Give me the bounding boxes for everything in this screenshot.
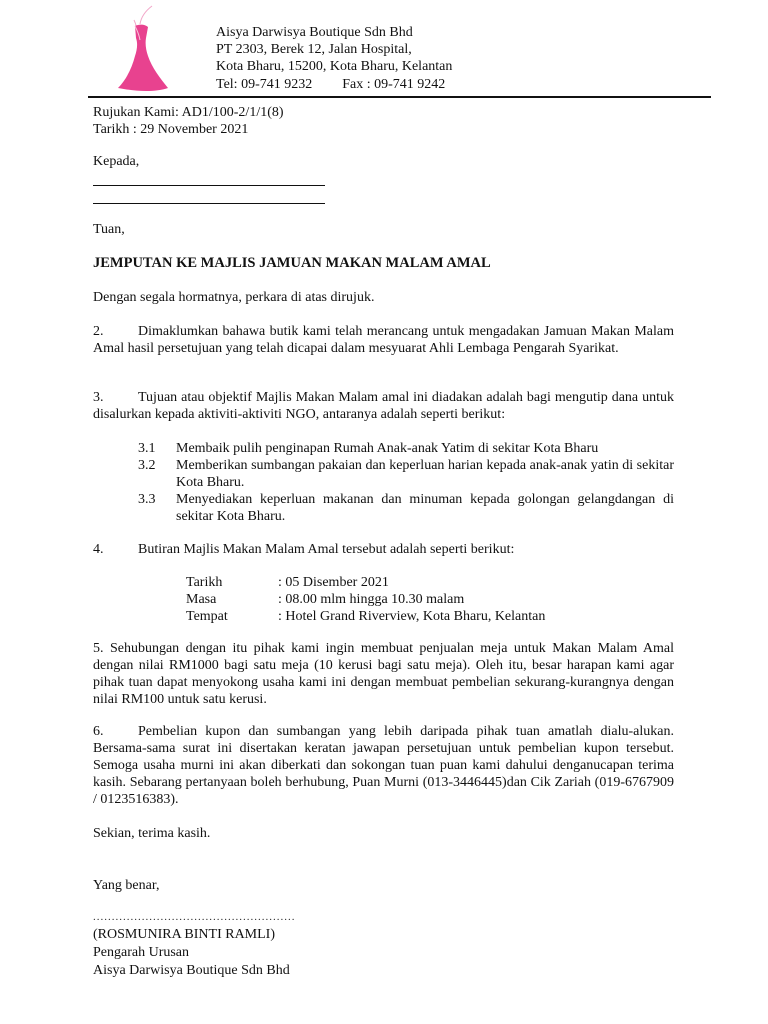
detail-label: Tarikh [186,575,223,590]
list-item-number: 3.2 [138,458,156,473]
tel-number: Tel: 09-741 9232 [216,76,313,92]
signature-block [93,926,290,980]
detail-value: : 05 Disember 2021 [278,575,389,590]
detail-value: : Hotel Grand Riverview, Kota Bharu, Kelantan [278,609,546,624]
letterhead [216,24,452,93]
detail-value: : 08.00 mlm hingga 10.30 malam [278,592,465,607]
detail-row [186,574,545,591]
paragraph-3-number: 3. [93,390,104,405]
paragraph-4-text: Butiran Majlis Makan Malam Amal tersebut adalah seperti berikut: [138,542,515,557]
reference-block [93,104,284,138]
signatory-company: Aisya Darwisya Boutique Sdn Bhd [93,963,290,978]
fax-number: Fax : 09-741 9242 [342,76,446,92]
letter-subject: JEMPUTAN KE MAJLIS JAMUAN MAKAN MALAM AMAL [93,255,491,271]
paragraph-2 [93,323,674,357]
paragraph-4-number: 4. [93,542,104,557]
address-line-2: Kota Bharu, 15200, Kota Bharu, Kelantan [216,59,453,75]
contact-line [216,76,452,93]
yang-benar: Yang benar, [93,878,160,893]
list-item-number: 3.3 [138,492,156,507]
event-details [186,574,545,625]
paragraph-4 [93,541,674,558]
letter-date: Tarikh : 29 November 2021 [93,122,249,137]
reference-number: Rujukan Kami: AD1/100-2/1/1(8) [93,105,284,120]
paragraph-6 [93,723,674,808]
list-item [138,491,674,525]
recipient-blank-line-2 [93,203,325,204]
paragraph-6-text: Pembelian kupon dan sumbangan yang lebih daripada pihak tuan amatlah dialu-alukan. Bersama-sama surat ini disertakan keratan jawapan persetujuan untuk pembelian kupon tersebut. Semoga usaha murni ini akan diberkati dan sokongan tuan puan kami dahului denganucapan terima kasih. Sebarang pertanyaan boleh berhubung, Puan Murni (013-3446445)dan Cik Zariah (019-6767909 / 0123516383). [93,724,674,807]
signature-line: ...................................................... [93,911,296,923]
detail-row [186,591,545,608]
list-item-text: Menyediakan keperluan makanan dan minuman kepada golongan gelangdangan di sekitar Kota Bharu. [176,492,674,524]
closing-line: Sekian, terima kasih. [93,826,211,841]
list-item-text: Membaik pulih penginapan Rumah Anak-anak Yatim di sekitar Kota Bharu [176,441,599,456]
paragraph-5: 5. Sehubungan dengan itu pihak kami ingin membuat penjualan meja untuk Makan Malam Amal dengan nilai RM1000 bagi satu meja (10 kerusi bagi satu meja). Oleh itu, besar harapan kami agar pihak tuan dapat menyokong usaha kami ini dengan membuat pembelian sekurang-kurangnya dengan nilai RM100 untuk satu kerusi. [93,641,674,707]
detail-label: Masa [186,592,217,607]
paragraph-3-text: Tujuan atau objektif Majlis Makan Malam amal ini diadakan adalah bagi mengutip dana untuk disalurkan kepada aktiviti-aktiviti NGO, antaranya adalah seperti berikut: [93,390,674,422]
opening-paragraph: Dengan segala hormatnya, perkara di atas dirujuk. [93,290,375,305]
salutation: Tuan, [93,222,125,237]
paragraph-2-number: 2. [93,324,104,339]
dress-logo-icon [108,4,172,94]
header-divider [88,96,711,98]
recipient-label: Kepada, [93,154,140,169]
paragraph-3 [93,389,674,423]
company-name: Aisya Darwisya Boutique Sdn Bhd [216,25,413,40]
list-item [138,457,674,491]
detail-row [186,608,545,625]
objective-list [138,440,674,525]
signatory-title: Pengarah Urusan [93,945,190,960]
paragraph-2-text: Dimaklumkan bahawa butik kami telah merancang untuk mengadakan Jamuan Makan Malam Amal hasil persetujuan yang telah dicapai dalam mesyuarat Ahli Lembaga Pengarah Syarikat. [93,324,674,356]
address-line-1: PT 2303, Berek 12, Jalan Hospital, [216,42,412,58]
detail-label: Tempat [186,609,228,624]
paragraph-6-number: 6. [93,724,104,739]
recipient-blank-line-1 [93,185,325,186]
signatory-name: (ROSMUNIRA BINTI RAMLI) [93,927,275,942]
list-item-number: 3.1 [138,441,156,456]
list-item [138,440,674,457]
list-item-text: Memberikan sumbangan pakaian dan keperluan harian kepada anak-anak yatin di sekitar Kota Bharu. [176,458,674,490]
